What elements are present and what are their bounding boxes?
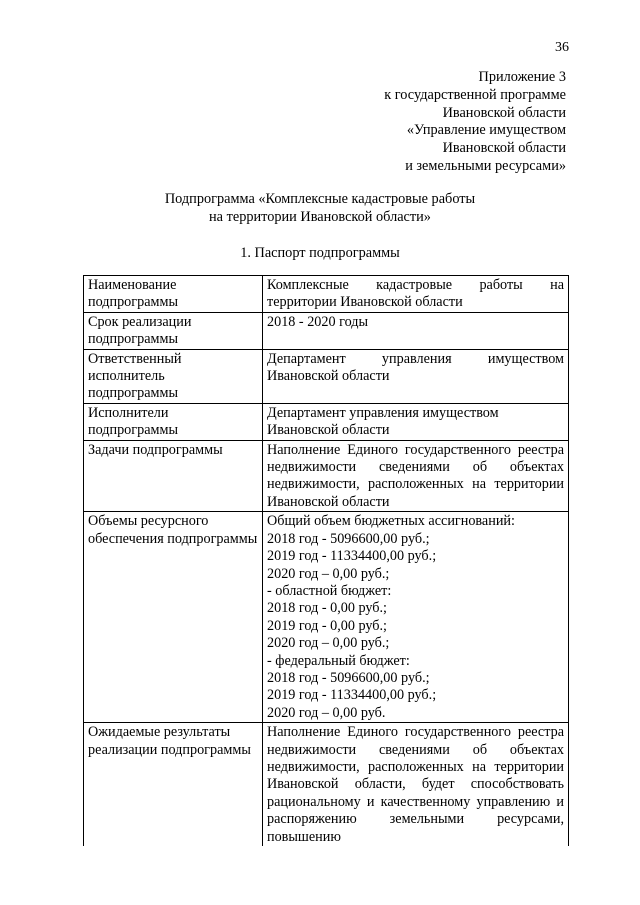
appendix-line: «Управление имуществом [406, 122, 566, 139]
row-label: Задачи подпрограммы [84, 440, 263, 512]
table-row [84, 440, 569, 512]
appendix-line: Ивановской области [442, 104, 566, 121]
row-value: Департамент управления имуществом Ивановской области [263, 349, 569, 403]
funding-line: Общий объем бюджетных ассигнований: [267, 513, 515, 530]
funding-line: 2019 год - 11334400,00 руб.; [267, 548, 437, 565]
funding-line: - федеральный бюджет: [267, 652, 410, 669]
table-row [84, 349, 569, 403]
page-number: 36 [555, 40, 569, 55]
row-label: Ожидаемые результаты реализации подпрограммы [84, 723, 263, 846]
passport-table [83, 275, 569, 846]
row-label: Исполнители подпрограммы [84, 403, 263, 440]
table-row [84, 723, 569, 846]
funding-line: 2020 год – 0,00 руб.; [267, 565, 390, 582]
appendix-line: к государственной программе [384, 86, 566, 103]
funding-line: 2020 год – 0,00 руб.; [267, 635, 390, 652]
funding-line: 2020 год – 0,00 руб. [267, 704, 386, 721]
row-label: Наименование подпрограммы [84, 276, 263, 313]
row-label: Ответственный исполнитель подпрограммы [84, 349, 263, 403]
subprogram-title [80, 190, 560, 226]
row-value: Департамент управления имуществом Ивановской области [263, 403, 569, 440]
funding-line: 2018 год - 5096600,00 руб.; [267, 669, 430, 686]
appendix-block [384, 69, 566, 176]
appendix-line: Приложение 3 [478, 69, 566, 85]
row-value: Комплексные кадастровые работы на территории Ивановской области [263, 276, 569, 313]
row-value: Наполнение Единого государственного реестра недвижимости сведениями об объектах недвижимости, расположенных на территории Ивановской области [263, 440, 569, 512]
funding-line: 2019 год - 0,00 руб.; [267, 617, 388, 634]
subprogram-title-line: на территории Ивановской области» [209, 209, 431, 225]
table-row [84, 512, 569, 723]
row-value-funding [263, 512, 569, 723]
row-label: Объемы ресурсного обеспечения подпрограммы [84, 512, 263, 723]
appendix-line: и земельными ресурсами» [405, 157, 566, 174]
funding-line: 2018 год - 5096600,00 руб.; [267, 530, 430, 547]
funding-line: 2019 год - 11334400,00 руб.; [267, 687, 437, 704]
table-row [84, 312, 569, 349]
row-label: Срок реализации подпрограммы [84, 312, 263, 349]
row-value: Наполнение Единого государственного реестра недвижимости сведениями об объектах недвижимости, расположенных на территории Ивановской области, будет способствовать рациональному и качественному управлению и распоряжению земельными ресурсами, повышению [263, 723, 569, 846]
appendix-line: Ивановской области [442, 140, 566, 157]
funding-line: 2018 год - 0,00 руб.; [267, 600, 388, 617]
table-row [84, 403, 569, 440]
section-title: 1. Паспорт подпрограммы [240, 245, 400, 261]
funding-line: - областной бюджет: [267, 582, 392, 599]
subprogram-title-line: Подпрограмма «Комплексные кадастровые работы [164, 191, 476, 207]
table-row [84, 276, 569, 313]
row-value: 2018 - 2020 годы [263, 312, 569, 349]
